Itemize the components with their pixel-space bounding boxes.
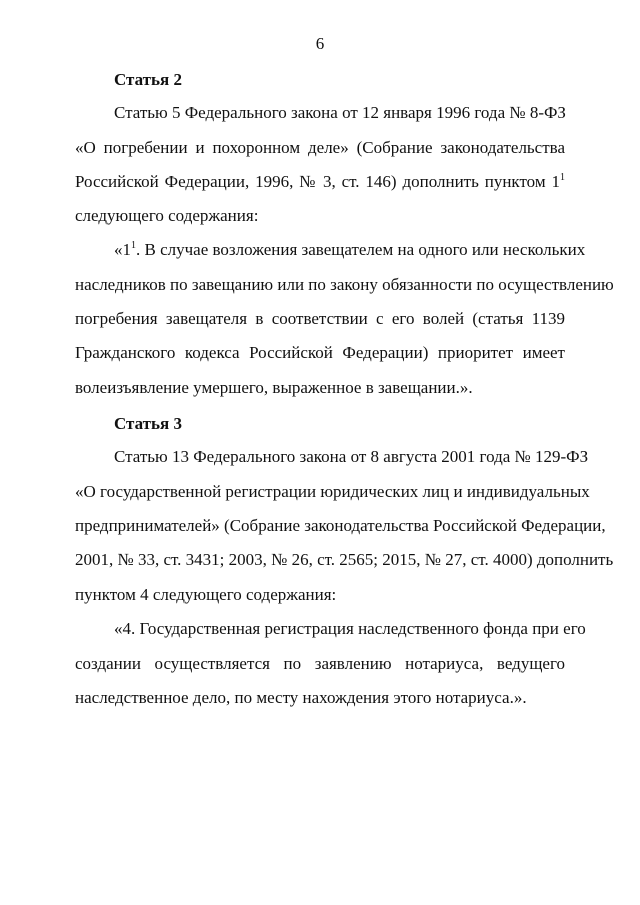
article-3-para2-line2: создании осуществляется по заявлению нотариуса, ведущего [75, 654, 565, 673]
article-2-para2-line1-rest: . В случае возложения завещателем на одного или нескольких [136, 240, 586, 259]
article-2-para1-line3 [75, 172, 565, 192]
article-2-para2-line4: Гражданского кодекса Российской Федерации) приоритет имеет [75, 343, 565, 362]
article-3-para1-line5: пунктом 4 следующего содержания: [75, 585, 337, 604]
article-3-para2-line3: наследственное дело, по месту нахождения этого нотариуса.». [75, 688, 527, 707]
article-2-heading: Статья 2 [114, 70, 182, 89]
article-2-para2-line2: наследников по завещанию или по закону обязанности по осуществлению [75, 275, 614, 294]
article-2-para1-line2: «О погребении и похоронном деле» (Собрание законодательства [75, 138, 565, 157]
article-3-para2-line1: «4. Государственная регистрация наследственного фонда при его [114, 619, 586, 638]
article-3-para1-line1: Статью 13 Федерального закона от 8 августа 2001 года № 129-ФЗ [114, 447, 589, 466]
article-3-para1-line2: «О государственной регистрации юридических лиц и индивидуальных [75, 482, 590, 501]
superscript: 1 [560, 172, 565, 183]
article-2-para2-line1 [114, 240, 586, 260]
article-3-para1-line3: предпринимателей» (Собрание законодательства Российской Федерации, [75, 516, 606, 535]
page-number: 6 [315, 34, 325, 53]
article-2-para1-line3-text: Российской Федерации, 1996, № 3, ст. 146) дополнить пунктом 1 [75, 172, 560, 191]
article-2-para2-line1-prefix: «1 [114, 240, 131, 259]
article-3-heading: Статья 3 [114, 414, 182, 433]
article-2-para1-line1: Статью 5 Федерального закона от 12 января 1996 года № 8-ФЗ [114, 103, 566, 122]
article-2-para2-line5: волеизъявление умершего, выраженное в завещании.». [75, 378, 473, 397]
article-2-para2-line3: погребения завещателя в соответствии с его волей (статья 1139 [75, 309, 565, 328]
article-3-para1-line4: 2001, № 33, ст. 3431; 2003, № 26, ст. 2565; 2015, № 27, ст. 4000) дополнить [75, 550, 614, 569]
superscript: 1 [131, 240, 136, 251]
article-2-para1-line4: следующего содержания: [75, 206, 259, 225]
